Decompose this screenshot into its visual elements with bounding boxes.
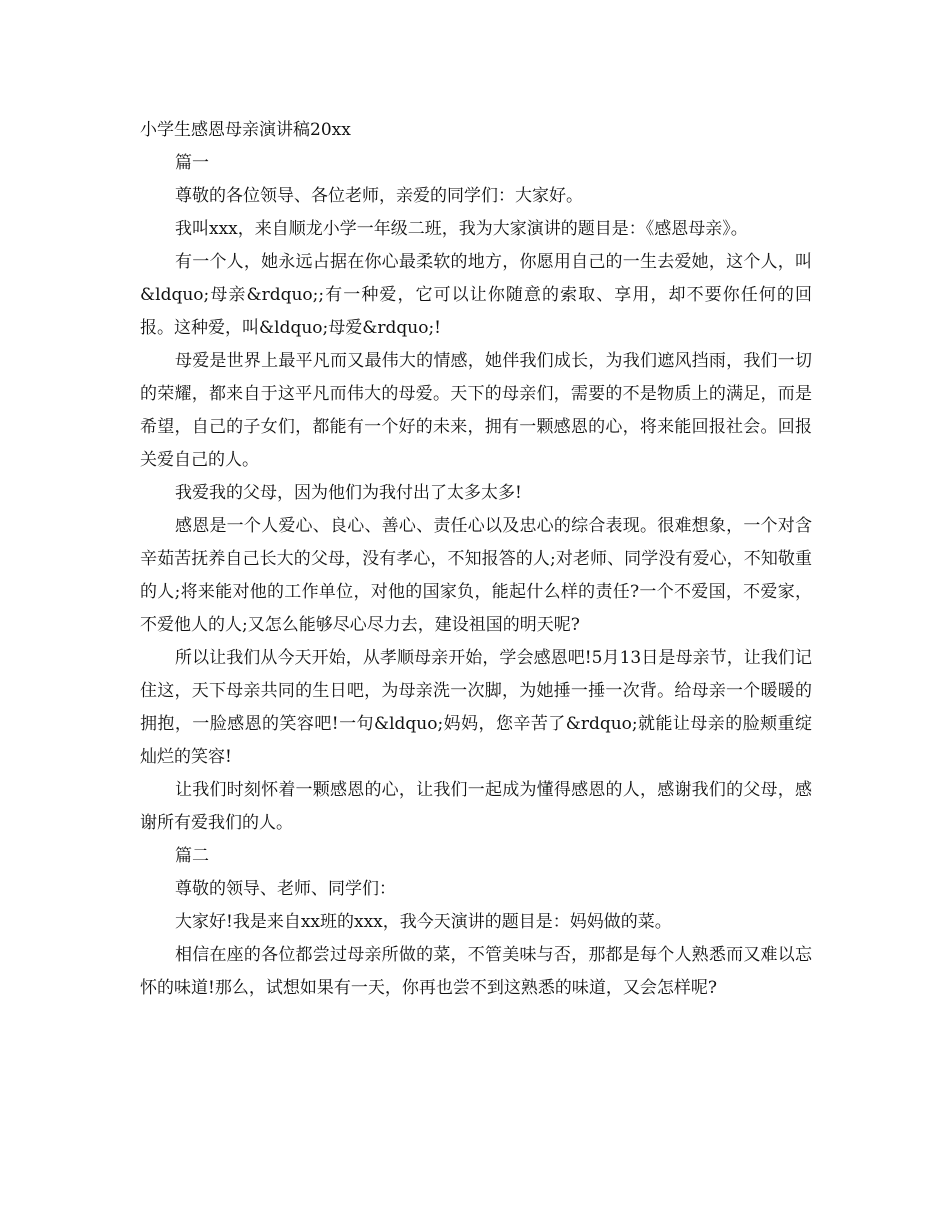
paragraph-mother-love: 有一个人，她永远占据在你心最柔软的地方，你愿用自己的一生去爱她，这个人，叫&ldquo;母亲&rdquo;;有一种爱，它可以让你随意的索取、享用，却不要你任何的回报。这种爱，叫&ldquo;母爱&rdquo;! bbox=[140, 252, 812, 338]
document-body bbox=[140, 114, 812, 1005]
paragraph-love-parents: 我爱我的父母，因为他们为我付出了太多太多! bbox=[175, 483, 522, 503]
paragraph-mothers-cooking: 相信在座的各位都尝过母亲所做的菜，不管美味与否，那都是每个人熟悉而又难以忘怀的味道!那么，试想如果有一天，你再也尝不到这熟悉的味道，又会怎样呢? bbox=[140, 945, 812, 998]
paragraph-self-intro-one: 我叫xxx，来自顺龙小学一年级二班，我为大家演讲的题目是：《感恩母亲》。 bbox=[175, 219, 748, 239]
paragraph-section-two-heading: 篇二 bbox=[175, 846, 209, 866]
paragraph-greeting-one: 尊敬的各位领导、各位老师，亲爱的同学们：大家好。 bbox=[175, 186, 583, 206]
paragraph-start-today: 所以让我们从今天开始，从孝顺母亲开始，学会感恩吧!5月13日是母亲节，让我们记住这，天下母亲共同的生日吧，为母亲洗一次脚，为她捶一捶一次背。给母亲一个暖暖的拥抱，一脸感恩的笑容吧!一句&ldquo;妈妈，您辛苦了&rdquo;就能让母亲的脸颊重绽灿烂的笑容! bbox=[140, 648, 812, 767]
paragraph-section-one-heading: 篇一 bbox=[175, 153, 209, 173]
paragraph-closing-one: 让我们时刻怀着一颗感恩的心，让我们一起成为懂得感恩的人，感谢我们的父母，感谢所有爱我们的人。 bbox=[140, 780, 812, 833]
paragraph-greeting-two: 尊敬的领导、老师、同学们： bbox=[175, 879, 396, 899]
paragraph-self-intro-two: 大家好!我是来自xx班的xxx，我今天演讲的题目是：妈妈做的菜。 bbox=[175, 912, 672, 932]
document-title: 小学生感恩母亲演讲稿20xx bbox=[140, 120, 351, 140]
paragraph-gratitude-expression: 感恩是一个人爱心、良心、善心、责任心以及忠心的综合表现。很难想象，一个对含辛茹苦抚养自己长大的父母，没有孝心，不知报答的人;对老师、同学没有爱心，不知敬重的人;将来能对他的工作单位，对他的国家负，能起什么样的责任?一个不爱国，不爱家，不爱他人的人;又怎么能够尽心尽力去，建设祖国的明天呢? bbox=[140, 516, 812, 635]
paragraph-maternal-love-great: 母爱是世界上最平凡而又最伟大的情感，她伴我们成长，为我们遮风挡雨，我们一切的荣耀，都来自于这平凡而伟大的母爱。天下的母亲们，需要的不是物质上的满足，而是希望，自己的子女们，都能有一个好的未来，拥有一颗感恩的心，将来能回报社会。回报关爱自己的人。 bbox=[140, 351, 812, 470]
